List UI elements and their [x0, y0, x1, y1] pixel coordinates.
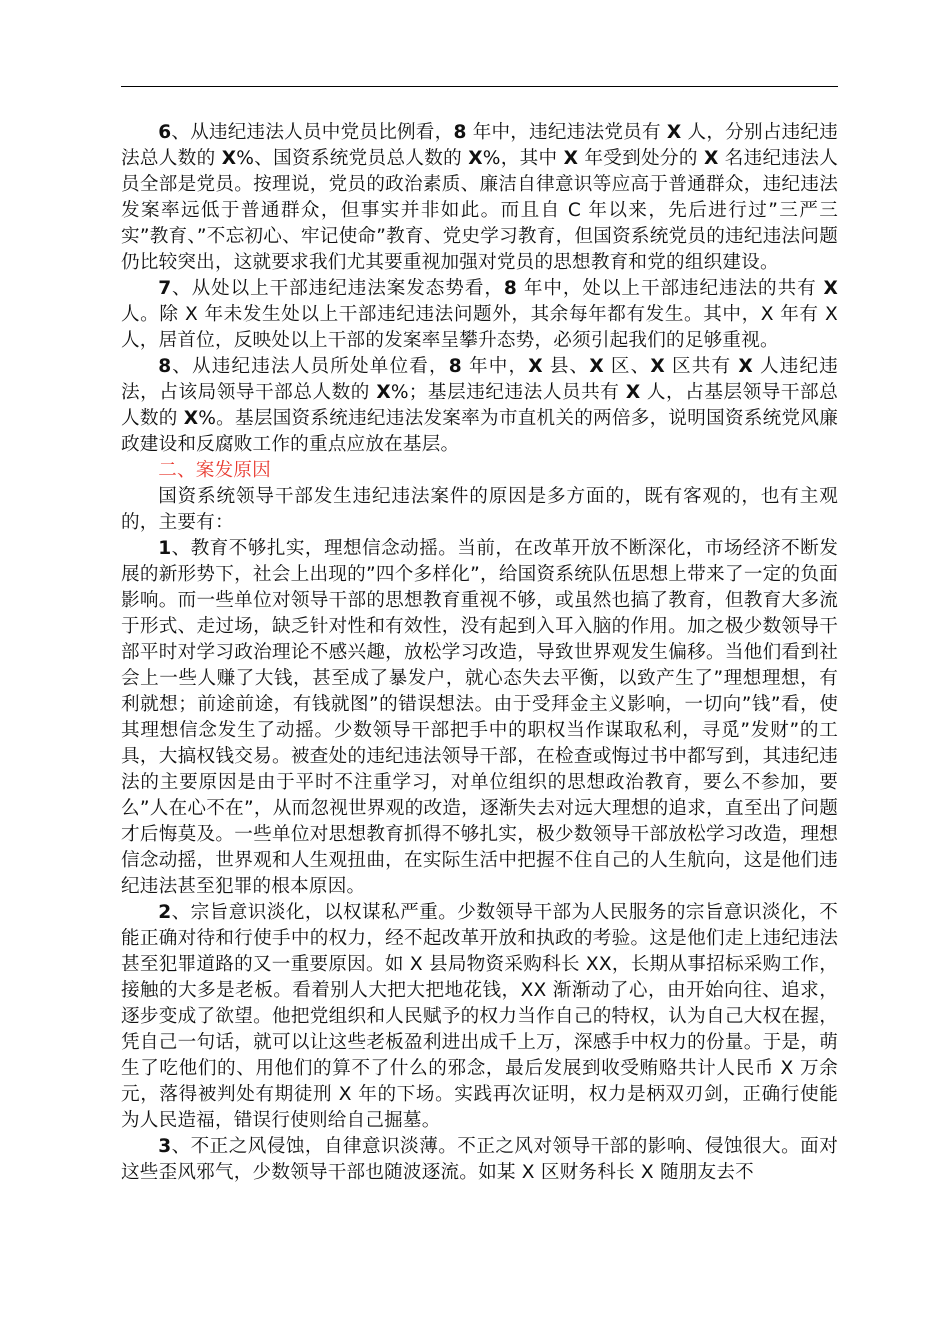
text-run: 人，占基层领导干部总人数的 [121, 382, 838, 429]
text-run: 区、 [603, 356, 651, 377]
cause-paragraph-1 [121, 536, 838, 900]
cause-paragraph-2 [121, 900, 838, 1134]
text-run: 年受到处分的 [578, 148, 704, 169]
paragraph-number: 1 [158, 538, 172, 559]
bold-run: X [823, 278, 838, 299]
text-run: 人，分别占违纪违法总人数的 [121, 122, 838, 169]
bold-run: 8 [503, 278, 517, 299]
text-run: %。基层国资系统违纪违法发案率为市直机关的两倍多，说明国资系统党风廉政建设和反腐败工作的重点应放在基层。 [121, 408, 838, 455]
cause-paragraph-3 [121, 1134, 838, 1186]
bold-run: X [563, 148, 579, 169]
text-run: 区共有 [664, 356, 739, 377]
text-run: 、从违纪违法人员中党员比例看， [171, 122, 454, 143]
bold-run: X [528, 356, 543, 377]
text-run: 年中，处以上干部违纪违法的共有 [517, 278, 824, 299]
paragraph-number: 7 [158, 278, 172, 299]
section-heading: 二、案发原因 [158, 460, 271, 481]
paragraph-8 [121, 354, 838, 458]
text-run: 年中， [461, 356, 529, 377]
header-rule [121, 86, 838, 87]
text-run: 人。除 X 年未发生处以上干部违纪违法问题外，其余每年都有发生。其中，X 年有 X 人，居首位，反映处以上干部的发案率呈攀升态势，必须引起我们的足够重视。 [121, 304, 838, 351]
text-run: 、从违纪违法人员所处单位看， [171, 356, 449, 377]
bold-run: X [183, 408, 199, 429]
bold-run: X [703, 148, 719, 169]
text-run: 、不正之风侵蚀，自律意识淡薄。不正之风对领导干部的影响、侵蚀很大。面对这些歪风邪气，少数领导干部也随波逐流。如某 X 区财务科长 X 随朋友去不 [121, 1136, 838, 1183]
bold-run: X [376, 382, 391, 403]
text-run: %、国资系统党员总人数的 [236, 148, 469, 169]
document-body [121, 120, 838, 1186]
text-run: 人违纪违法，占该局领导干部总人数的 [121, 356, 838, 403]
bold-run: X [650, 356, 665, 377]
text-run: 、从处以上干部违纪违法案发态势看， [171, 278, 504, 299]
bold-run: X [589, 356, 604, 377]
text-run: %；基层违纪违法人员共有 [390, 382, 626, 403]
paragraph-number: 2 [158, 902, 172, 923]
text-run: %，其中 [482, 148, 564, 169]
paragraph-6 [121, 120, 838, 276]
text-run: 县、 [542, 356, 590, 377]
text-run: 名违纪违法人员全部是党员。按理说，党员的政治素质、廉洁自律意识等应高于普通群众，违纪违法发案率远低于普通群众，但事实并非如此。而且自 C 年以来，先后进行过”三严三实”教育、”不忘初心、牢记使命”教育、党史学习教育，但国资系统党员的违纪违法问题仍比较突出，这就要求我们尤其要重视加强对党员的思想教育和党的组织建设。 [121, 148, 838, 273]
intro-paragraph: 国资系统领导干部发生违纪违法案件的原因是多方面的，既有客观的，也有主观的，主要有： [121, 486, 838, 533]
paragraph-number: 6 [158, 122, 172, 143]
bold-run: X [625, 382, 641, 403]
paragraph-number: 8 [158, 356, 172, 377]
bold-run: X [666, 122, 682, 143]
bold-run: X [221, 148, 237, 169]
bold-run: 8 [448, 356, 462, 377]
text-run: 、教育不够扎实，理想信念动摇。当前，在改革开放不断深化，市场经济不断发展的新形势下，社会上出现的”四个多样化”，给国资系统队伍思想上带来了一定的负面影响。而一些单位对领导干部的思想教育重视不够，或虽然也搞了教育，但教育大多流于形式、走过场，缺乏针对性和有效性，没有起到入耳入脑的作用。加之极少数领导干部平时对学习政治理论不感兴趣，放松学习改造，导致世界观发生偏移。当他们看到社会上一些人赚了大钱，甚至成了暴发户，就心态失去平衡，以致产生了”理想理想，有利就想；前途前途，有钱就图”的错误想法。由于受拜金主义影响，一切向”钱”看，使其理想信念发生了动摇。少数领导干部把手中的职权当作谋取私利，寻觅”发财”的工具，大搞权钱交易。被查处的违纪违法领导干部，在检查或悔过书中都写到，其违纪违法的主要原因是由于平时不注重学习，对单位组织的思想政治教育，要么不参加，要么”人在心不在”，从而忽视世界观的改造，逐渐失去对远大理想的追求，直至出了问题才后悔莫及。一些单位对思想教育抓得不够扎实，极少数领导干部放松学习改造，理想信念动摇，世界观和人生观扭曲，在实际生活中把握不住自己的人生航向，这是他们违纪违法甚至犯罪的根本原因。 [121, 538, 839, 897]
bold-run: 8 [453, 122, 467, 143]
bold-run: X [468, 148, 483, 169]
text-run: 年中，违纪违法党员有 [466, 122, 667, 143]
paragraph-7 [121, 276, 838, 354]
bold-run: X [738, 356, 753, 377]
paragraph-number: 3 [158, 1136, 172, 1157]
text-run: 、宗旨意识淡化，以权谋私严重。少数领导干部为人民服务的宗旨意识淡化，不能正确对待和行使手中的权力，经不起改革开放和执政的考验。这是他们走上违纪违法甚至犯罪道路的又一重要原因。如 X 县局物资采购科长 XX，长期从事招标采购工作，接触的大多是老板。看着别人大把大把地花钱，XX 渐渐动了心，由开始向往、追求，逐步变成了欲望。他把党组织和人民赋予的权力当作自己的特权，认为自己大权在握，凭自己一句话，就可以让这些老板盈利进出成千上万，深感手中权力的份量。于是，萌生了吃他们的、用他们的算不了什么的邪念，最后发展到收受贿赂共计人民币 X 万余元，落得被判处有期徒刑 X 年的下场。实践再次证明，权力是柄双刃剑，正确行使能为人民造福，错误行使则给自己掘墓。 [121, 902, 838, 1131]
